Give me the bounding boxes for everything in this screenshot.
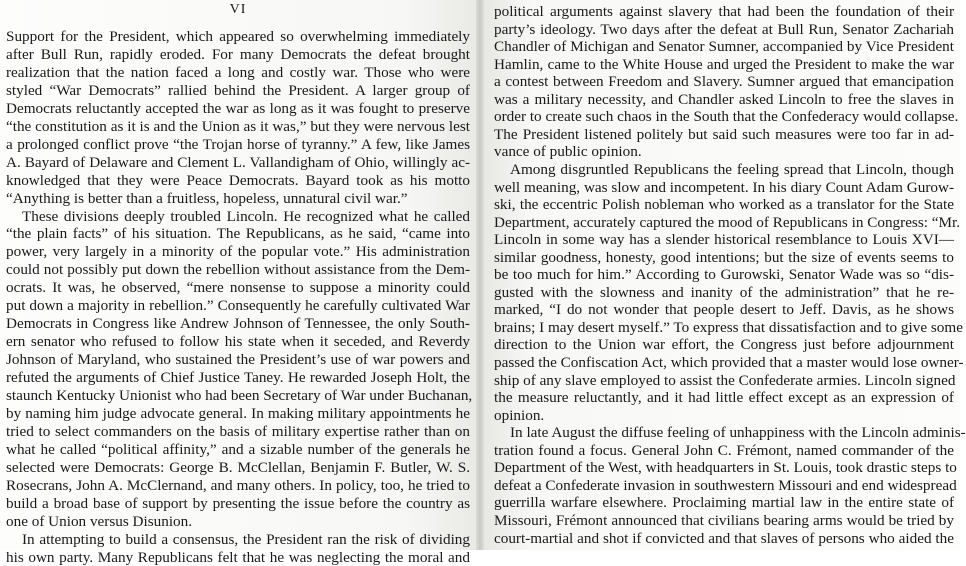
text-line: Among disgruntled Republicans the feeling spread that Lincoln, though <box>510 160 954 178</box>
text-line: by naming him judge advocate general. In making military appointments he <box>6 404 470 422</box>
text-line: styled “War Democrats” rallied behind the President. A larger group of <box>6 81 470 99</box>
text-line: brains; I may desert myself.” To express that dissatisfaction and to give some <box>494 318 963 336</box>
right-page <box>484 0 966 550</box>
text-line: direction to the Union war effort, the Congress just before adjournment <box>494 336 954 354</box>
text-line: In late August the diffuse feeling of unhappiness with the Lincoln adminis- <box>510 424 966 442</box>
text-line: build a broad base of support by presenting the issue before the country as <box>6 494 470 512</box>
text-line: The President listened politely but said such measures were too far in ad- <box>494 125 954 143</box>
text-line: ocrats. It was, he observed, “mere nonsense to suppose a minority could <box>6 279 470 297</box>
text-line: Democrats reluctantly accepted the war as long as it was fought to preserve <box>6 99 470 117</box>
page-number: VI <box>229 2 247 17</box>
book-gutter <box>476 0 484 550</box>
text-line: Hamlin, came to the White House and urged the President to make the war <box>494 55 954 73</box>
text-line: selected were Democrats: George B. McClellan, Benjamin F. Butler, W. S. <box>6 458 470 476</box>
left-page <box>0 0 476 566</box>
text-line: opinion. <box>494 406 545 424</box>
text-line: realization that the nation faced a long and costly war. Those who were <box>6 63 470 81</box>
text-line: passed the Confiscation Act, which provided that a master would lose owner- <box>494 354 964 371</box>
text-line: In attempting to build a consensus, the President ran the risk of dividing <box>22 530 470 548</box>
text-line: “Anything is better than a fruitless, hopeless, unnatural civil war.” <box>6 189 408 207</box>
text-line: party’s ideology. Two days after the defeat at Bull Run, Senator Zachariah <box>494 20 954 38</box>
text-line: knowledged that they were Peace Democrats. Bayard took as his motto <box>6 171 470 189</box>
text-line: a contest between Freedom and Slavery. Sumner argued that emancipation <box>494 73 954 91</box>
text-line: court-martial and shot if convicted and that slaves of persons who aided the <box>494 529 954 547</box>
text-line: the measure reluctantly, and it had little effect except as an expression of <box>494 389 954 407</box>
text-line: could not possibly put down the rebellion without assistance from the Dem- <box>6 261 470 279</box>
text-line: Rosecrans, John A. McClernand, and many others. In policy, too, he tried to <box>6 476 470 494</box>
text-line: ship of any slave employed to assist the Confederate armies. Lincoln signed <box>494 371 956 389</box>
text-line: a prolonged conflict prove “the Trojan horse of tyranny.” A few, like James <box>6 135 470 153</box>
text-line: Democrats in Congress like Andrew Johnson of Tennessee, the only South- <box>6 315 470 333</box>
text-line: Johnson of Maryland, who sustained the President’s use of war powers and <box>6 351 470 369</box>
text-line: defeat a Confederate invasion in southwestern Missouri and end widespread <box>494 476 957 494</box>
text-line: Support for the President, which appeared so overwhelming immediately <box>6 28 470 45</box>
text-line: one of Union versus Disunion. <box>6 512 193 530</box>
text-line: similar goodness, honesty, good intentions; but the size of events seems to <box>494 248 954 266</box>
text-line: order to create such chaos in the South that the Confederacy would collapse. <box>494 108 959 126</box>
text-line: “the constitution as it is and the Union as it was,” but they were nervous lest <box>6 117 470 135</box>
text-line: refuted the arguments of Chief Justice Taney. He rewarded Joseph Holt, the <box>6 369 470 387</box>
text-line: vance of public opinion. <box>494 143 642 161</box>
text-line: Missouri, Frémont announced that civilians bearing arms would be tried by <box>494 511 954 529</box>
text-line: was a military necessity, and Chandler asked Lincoln to free the slaves in <box>494 90 954 108</box>
text-line: These divisions deeply troubled Lincoln. He recognized what he called <box>22 207 470 225</box>
text-line: tration found a focus. General John C. Frémont, named commander of the <box>494 441 954 459</box>
text-line: ern senator who refused to follow his state when it seceded, and Reverdy <box>6 333 470 351</box>
text-line: Chandler of Michigan and Senator Sumner, accompanied by Vice President <box>494 38 954 56</box>
text-line: his own party. Many Republicans felt that he was neglecting the moral and <box>6 548 470 566</box>
text-line: Department of the West, with headquarters in St. Louis, took drastic steps to <box>494 459 957 477</box>
text-line: Department, accurately captured the mood of Republicans in Congress: “Mr. <box>494 213 961 231</box>
text-line: after Bull Run, rapidly eroded. For many Democrats the defeat brought <box>6 45 470 63</box>
text-line: tried to select commanders on the basis of military expertise rather than on <box>6 422 470 440</box>
text-line: A. Bayard of Delaware and Clement L. Vallandigham of Ohio, willingly ac- <box>6 153 470 171</box>
text-line: power, very largely in a minority of the popular vote.” His administration <box>6 243 470 261</box>
text-line: staunch Kentucky Unionist who had been Secretary of War under Buchanan, <box>6 387 473 404</box>
text-line: Lincoln in some way has a slender historical resemblance to Louis XVI— <box>494 231 954 249</box>
text-line: what he called “political affinity,” and a sizable number of the generals he <box>6 440 470 458</box>
text-line: gusted with the slowness and inanity of the administration” that he re- <box>494 283 954 301</box>
text-line: political arguments against slavery that had been the foundation of their <box>494 3 954 20</box>
text-line: be too much for him.” According to Gurowski, Senator Wade was so “dis- <box>494 266 954 284</box>
text-line: put down a majority in rebellion.” Consequently he carefully cultivated War <box>6 297 470 315</box>
text-line: well meaning, was slow and incompetent. In his diary Count Adam Gurow- <box>494 178 954 196</box>
text-line: guerrilla warfare elsewhere. Proclaiming martial law in the entire state of <box>494 494 954 512</box>
text-line: “the plain facts” of his situation. The Republicans, as he said, “came into <box>6 225 470 243</box>
text-line: ski, the eccentric Polish nobleman who worked as a translator for the State <box>494 196 954 214</box>
text-line: marked, “I do not wonder that people desert to Jeff. Davis, as he shows <box>494 301 954 319</box>
